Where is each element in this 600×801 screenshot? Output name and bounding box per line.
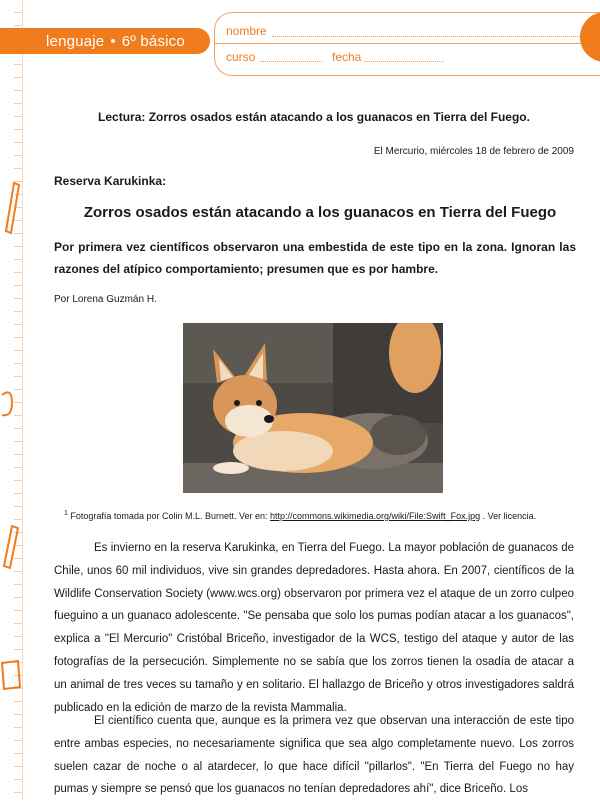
student-info-divider	[214, 43, 600, 44]
caption-link[interactable]: http://commons.wikimedia.org/wiki/File:Swift_Fox.jpg	[270, 511, 481, 521]
byline: Por Lorena Guzmán H.	[54, 294, 157, 305]
date-field-label: fecha	[332, 50, 362, 64]
footnote-marker: 1	[64, 510, 68, 517]
fox-photo	[183, 323, 443, 493]
date-field[interactable]	[364, 61, 444, 62]
course-field-label: curso	[226, 50, 256, 64]
subject-label: lenguaje	[46, 33, 105, 50]
source-line: El Mercurio, miércoles 18 de febrero de 2009	[373, 146, 574, 157]
caption-end: . Ver licencia.	[480, 511, 537, 521]
notebook-icon	[0, 655, 22, 695]
subject-bullet: •	[110, 33, 116, 50]
photo-caption	[64, 510, 584, 521]
reading-title: Lectura: Zorros osados están atacando a los guanacos en Tierra del Fuego.	[98, 110, 530, 124]
student-info-box	[214, 12, 600, 76]
article-paragraph: El científico cuenta que, aunque es la primera vez que observan una interacción de este tipo entre ambas especies, no necesariamente significa que sea algo completamente nuevo. Los zorros suelen cazar de noche o al atardecer, lo que hace difícil "pillarlos". "En Tierra del Fuego no hay pumas y siempre se pensó que los guanacos no tenían depredadores ahí", dice Briceño. Los	[54, 715, 574, 796]
pencil-icon	[0, 175, 22, 235]
caption-text: Fotografía tomada por Colin M.L. Burnett. Ver en:	[67, 511, 271, 521]
subject-heading	[46, 33, 185, 50]
grade-label: 6º básico	[121, 33, 185, 50]
article-lead: Por primera vez científicos observaron una embestida de este tipo en la zona. Ignoran las razones del atípico comportamiento; presumen que es por hambre.	[54, 240, 576, 276]
section-label: Reserva Karukinka:	[54, 174, 167, 188]
article-paragraph: Es invierno en la reserva Karukinka, en Tierra del Fuego. La mayor población de guanacos de Chile, unos 60 mil individuos, vive sin grandes depredadores. Hasta ahora. En 2007, científicos de la Wildlife Conservation Society (www.wcs.org) observaron por primera vez el ataque de un zorro culpeo fueguino a un guanaco adolescente. "Se pensaba que solo los pumas podían atacar a los guanacos", explica a "El Mercurio" Cristóbal Briceño, investigador de la WCS, testigo del ataque y autor de las fotografías de la persecución. Simplemente no se sabía que los zorros tienen la osadía de atacar a un animal de tres veces su tamaño y en solitario. El hallazgo de Briceño y otros investigadores saldrá publicado en la edición de marzo de la revista Mammalia.	[54, 542, 574, 714]
name-field-label: nombre	[226, 24, 267, 38]
name-field[interactable]	[272, 36, 582, 37]
article-title: Zorros osados están atacando a los guanacos en Tierra del Fuego	[83, 204, 557, 221]
course-field[interactable]	[260, 61, 322, 62]
paper-clip-icon	[0, 385, 22, 425]
brush-icon	[0, 520, 22, 570]
